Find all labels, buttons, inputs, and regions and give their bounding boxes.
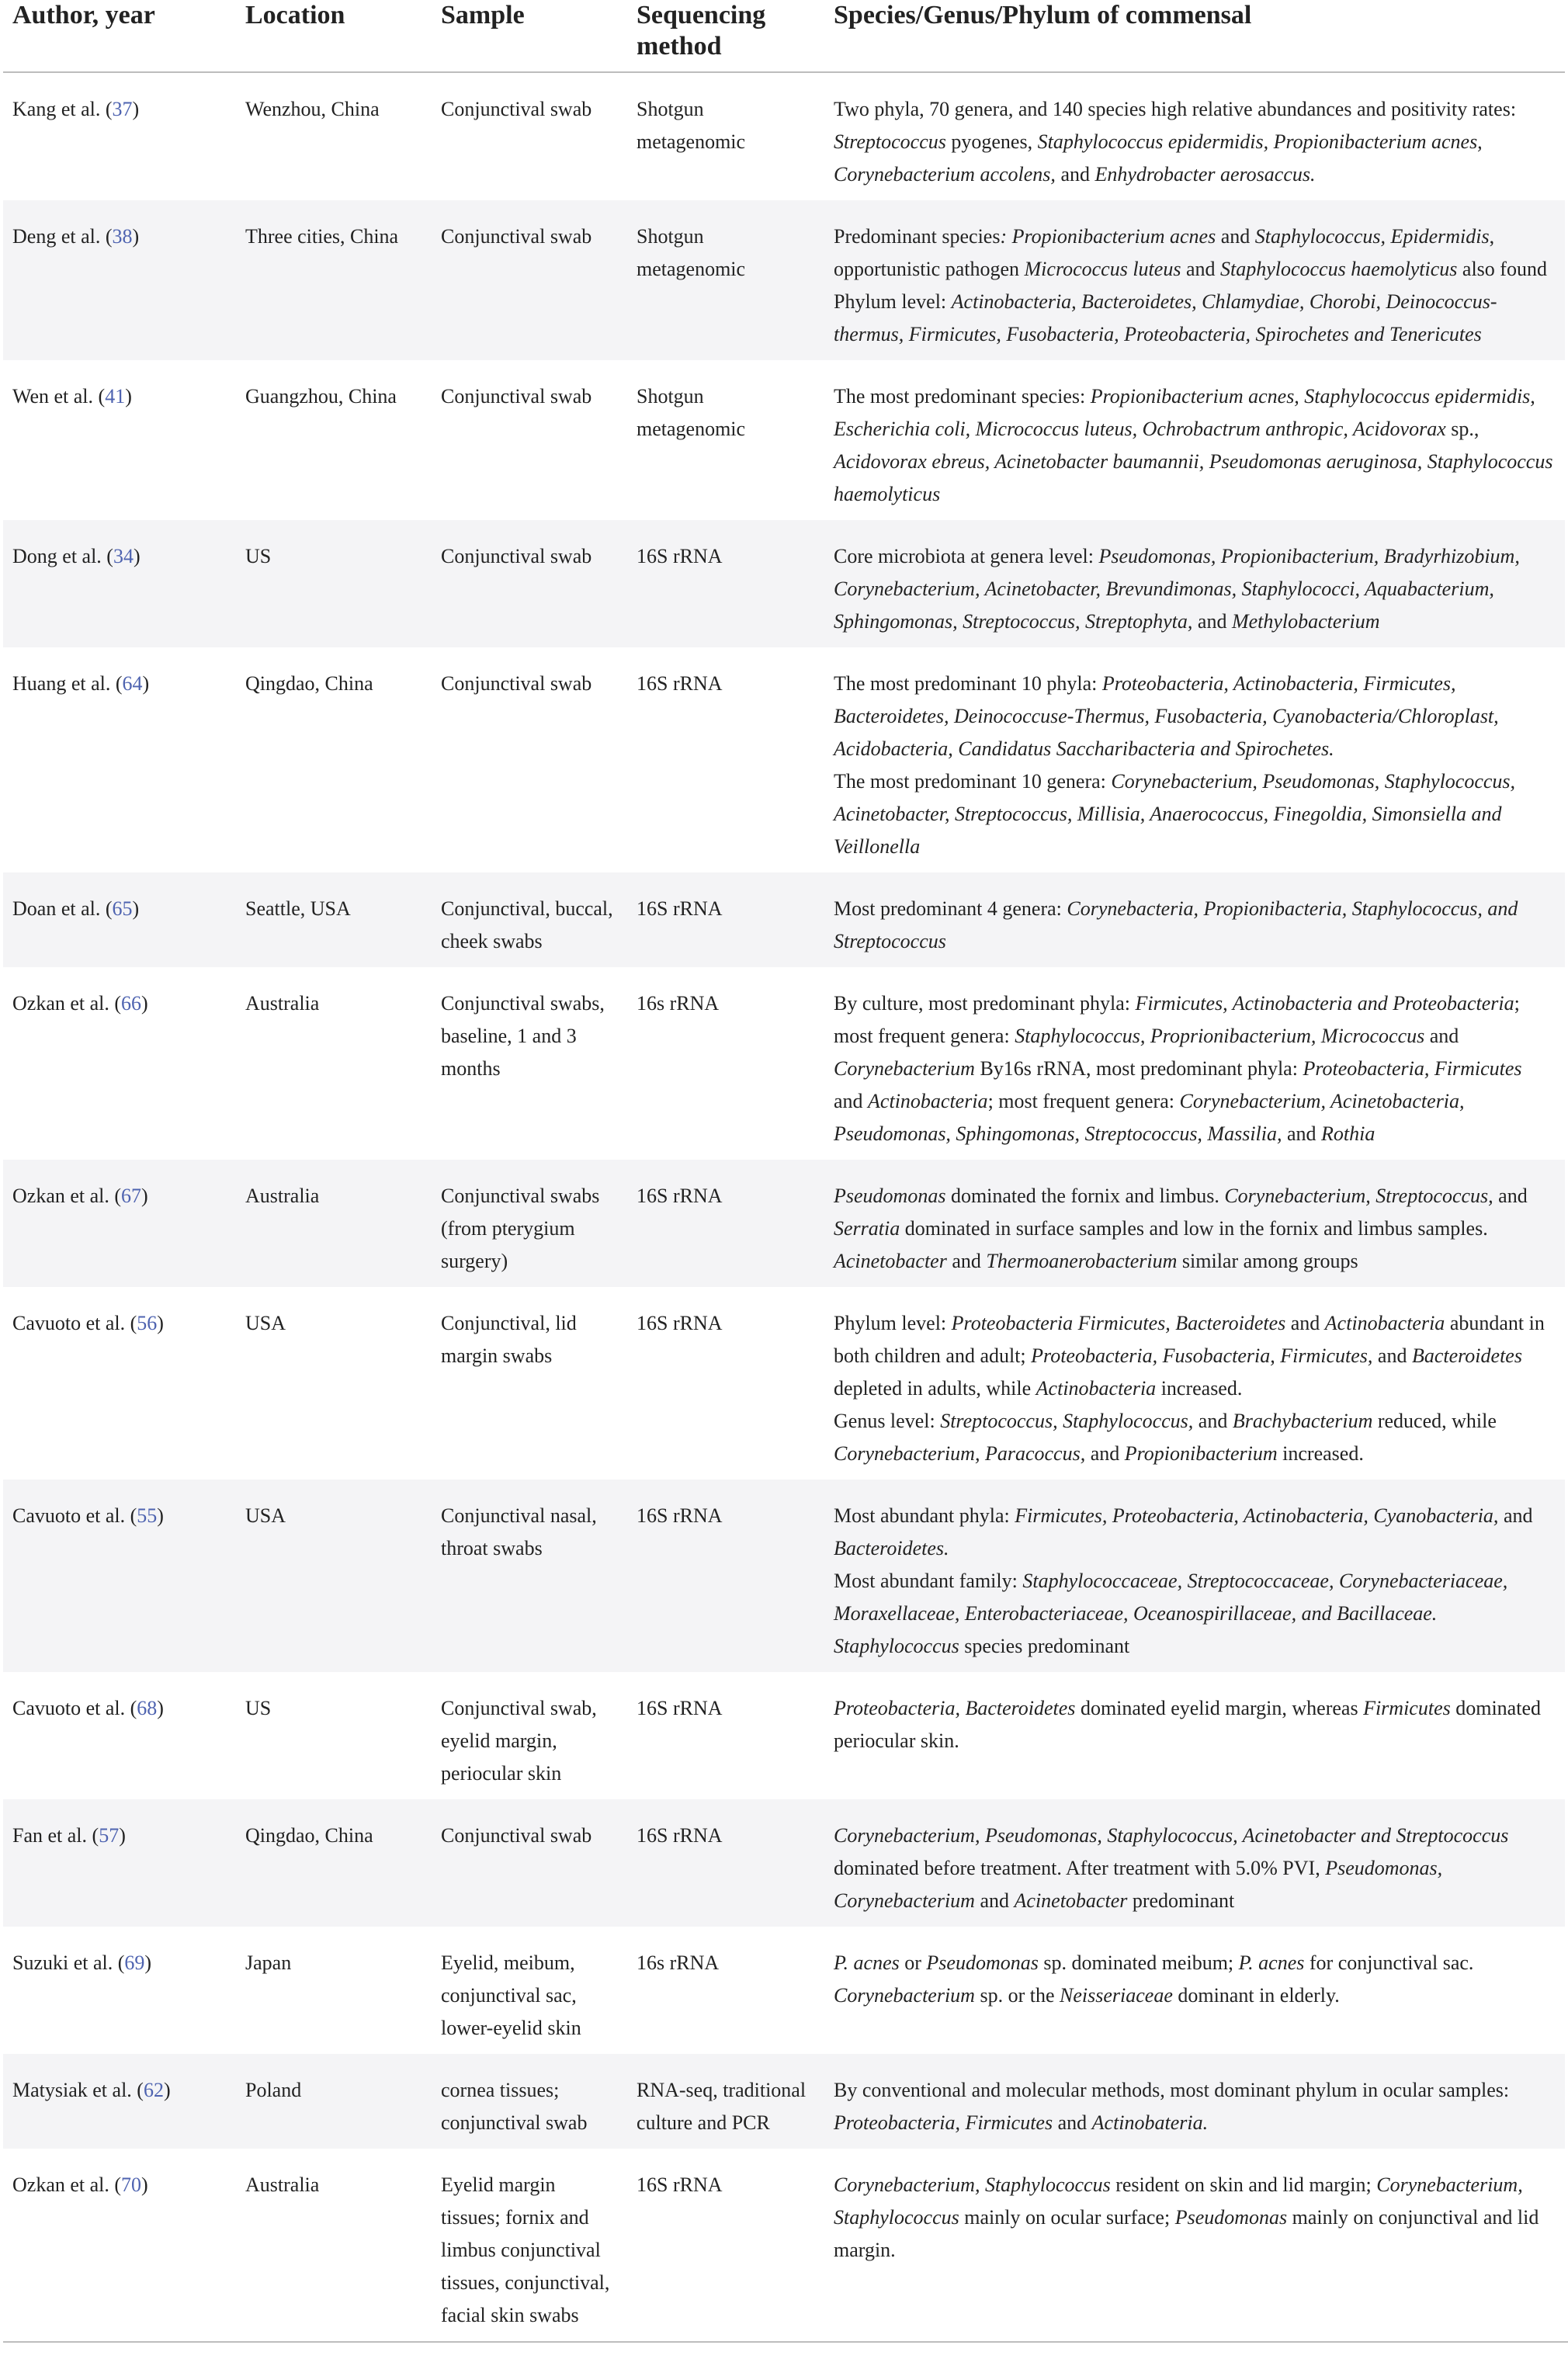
table-row xyxy=(3,872,1565,967)
table-row xyxy=(3,360,1565,520)
cell-author-year xyxy=(3,2054,236,2149)
author-close-paren: ) xyxy=(157,1504,164,1527)
cell-sequencing-method: 16S rRNA xyxy=(627,647,824,872)
taxon-name: Pseudomonas xyxy=(926,1951,1039,1974)
cell-location: Australia xyxy=(236,967,432,1160)
taxon-name: Staphylococcus, Proprionibacterium, Micrococcus xyxy=(1015,1025,1425,1047)
taxon-name: Propionibacterium acnes, Staphylococcus epidermidis, Escherichia coli, Micrococcus luteus, Ochrobactrum anthropic, Acidovorax xyxy=(834,385,1535,440)
species-text: Two phyla, 70 genera, and 140 species high relative abundances and positivity rates: xyxy=(834,98,1517,120)
species-text: depleted in adults, while xyxy=(834,1377,1036,1400)
species-text: Core microbiota at genera level: xyxy=(834,545,1099,567)
cell-author-year xyxy=(3,647,236,872)
cell-location: Seattle, USA xyxy=(236,872,432,967)
cell-author-year xyxy=(3,520,236,647)
taxon-name: Proteobacteria, Actinobacteria, Firmicutes, Bacteroidetes, Deinococcuse-Thermus, Fusobacteria, Cyanobacteria/Chloroplast, Acidobacteria, Candidatus Saccharibacteria and Spirochetes. xyxy=(834,672,1499,760)
author-text: Deng et al. ( xyxy=(12,225,113,248)
cell-location: Guangzhou, China xyxy=(236,360,432,520)
author-close-paren: ) xyxy=(163,2079,171,2101)
species-text: ; most frequent genera: xyxy=(987,1090,1180,1112)
species-text: increased. xyxy=(1277,1442,1364,1465)
species-text: Genus level: xyxy=(834,1410,941,1432)
reference-link[interactable]: 64 xyxy=(122,672,143,695)
cell-sample: Conjunctival swabs, baseline, 1 and 3 months xyxy=(432,967,627,1160)
taxon-name: Acidovorax ebreus, Acinetobacter baumannii, Pseudomonas aeruginosa, Staphylococcus haemolyticus xyxy=(834,450,1553,505)
species-text: for conjunctival sac. xyxy=(1304,1951,1474,1974)
species-text: By conventional and molecular methods, most dominant phylum in ocular samples: xyxy=(834,2079,1510,2101)
cell-sample: Conjunctival, lid margin swabs xyxy=(432,1287,627,1480)
cell-author-year xyxy=(3,72,236,200)
author-text: Matysiak et al. ( xyxy=(12,2079,144,2101)
cell-sequencing-method: 16s rRNA xyxy=(627,1927,824,2054)
cell-sample: Conjunctival swab xyxy=(432,72,627,200)
cell-sequencing-method: 16s rRNA xyxy=(627,967,824,1160)
taxon-name: Rothia xyxy=(1321,1122,1375,1145)
species-text: By culture, most predominant phyla: xyxy=(834,992,1136,1015)
cell-sequencing-method: 16S rRNA xyxy=(627,1799,824,1927)
author-text: Kang et al. ( xyxy=(12,98,113,120)
reference-link[interactable]: 56 xyxy=(137,1312,158,1334)
taxon-name: Acinetobacter xyxy=(1014,1889,1128,1912)
taxon-name: Pseudomonas xyxy=(834,1185,946,1207)
cell-sample: Conjunctival swab xyxy=(432,1799,627,1927)
species-text: increased. xyxy=(1156,1377,1243,1400)
cell-sample: Conjunctival swab xyxy=(432,520,627,647)
reference-link[interactable]: 38 xyxy=(112,225,133,248)
cell-sample: Conjunctival nasal, throat swabs xyxy=(432,1480,627,1672)
cell-species xyxy=(824,967,1565,1160)
species-text: dominated eyelid margin, whereas xyxy=(1075,1697,1364,1719)
table-row xyxy=(3,967,1565,1160)
reference-link[interactable]: 62 xyxy=(143,2079,164,2101)
reference-link[interactable]: 68 xyxy=(137,1697,158,1719)
reference-link[interactable]: 65 xyxy=(112,897,133,920)
species-text: and xyxy=(1193,1410,1233,1432)
cell-author-year xyxy=(3,1799,236,1927)
reference-link[interactable]: 69 xyxy=(124,1951,145,1974)
cell-author-year xyxy=(3,1287,236,1480)
taxon-name: Staphylococcus epidermidis, Propionibacterium acnes, Corynebacterium accolens, xyxy=(834,130,1483,186)
cell-sequencing-method: 16S rRNA xyxy=(627,1480,824,1672)
table-row xyxy=(3,647,1565,872)
cell-author-year xyxy=(3,967,236,1160)
cell-sequencing-method: Shotgun metagenomic xyxy=(627,72,824,200)
reference-link[interactable]: 37 xyxy=(112,98,133,120)
taxon-name: Corynebacterium, Paracoccus, xyxy=(834,1442,1086,1465)
author-close-paren: ) xyxy=(132,897,140,920)
cell-sequencing-method: 16S rRNA xyxy=(627,1672,824,1799)
cell-location: Qingdao, China xyxy=(236,1799,432,1927)
author-close-paren: ) xyxy=(133,545,140,567)
cell-author-year xyxy=(3,1672,236,1799)
cell-sequencing-method: Shotgun metagenomic xyxy=(627,200,824,360)
author-close-paren: ) xyxy=(125,385,132,408)
author-text: Ozkan et al. ( xyxy=(12,992,122,1015)
taxon-name: Propionibacterium xyxy=(1124,1442,1278,1465)
taxon-name: Neisseriaceae xyxy=(1060,1984,1173,2007)
taxon-name: Corynebacterium, Pseudomonas, Staphylococcus, Acinetobacter, Streptococcus, Millisia, Anaerococcus, Finegoldia, Simonsiella and Veillonella xyxy=(834,770,1516,858)
species-text: and xyxy=(1053,2111,1092,2134)
taxon-name: Corynebacterium, Acinetobacteria, Pseudomonas, Sphingomonas, Streptococcus, Massilia, xyxy=(834,1090,1465,1145)
taxon-name: Thermoanerobacterium xyxy=(986,1250,1178,1272)
reference-link[interactable]: 66 xyxy=(121,992,142,1015)
taxon-name: Serratia xyxy=(834,1217,900,1240)
cell-location: Australia xyxy=(236,1160,432,1287)
author-text: Huang et al. ( xyxy=(12,672,123,695)
taxon-name: Proteobacteria Firmicutes, Bacteroidetes xyxy=(951,1312,1286,1334)
cell-sequencing-method: 16S rRNA xyxy=(627,2149,824,2341)
author-close-paren: ) xyxy=(141,2173,148,2196)
cell-species xyxy=(824,647,1565,872)
taxon-name: Proteobacteria, Fusobacteria, Firmicutes, xyxy=(1031,1344,1373,1367)
cell-location: US xyxy=(236,520,432,647)
species-text: The most predominant species: xyxy=(834,385,1091,408)
table-row xyxy=(3,1799,1565,1927)
cell-author-year xyxy=(3,200,236,360)
cell-species xyxy=(824,520,1565,647)
cell-species xyxy=(824,1160,1565,1287)
author-close-paren: ) xyxy=(142,672,150,695)
table-body xyxy=(3,72,1565,2341)
author-close-paren: ) xyxy=(157,1312,164,1334)
table-row xyxy=(3,1927,1565,2054)
taxon-name: P. acnes xyxy=(834,1951,900,1974)
cell-species xyxy=(824,72,1565,200)
header-author-year: Author, year xyxy=(3,0,236,72)
author-text: Ozkan et al. ( xyxy=(12,1185,122,1207)
author-text: Cavuoto et al. ( xyxy=(12,1697,137,1719)
cell-location: Australia xyxy=(236,2149,432,2341)
species-text: Phylum level: xyxy=(834,1312,952,1334)
cell-location: USA xyxy=(236,1287,432,1480)
cell-author-year xyxy=(3,1927,236,2054)
species-text: dominated in surface samples and low in the fornix and limbus samples. xyxy=(900,1217,1488,1240)
taxon-name: P. acnes xyxy=(1238,1951,1305,1974)
table-row xyxy=(3,2054,1565,2149)
taxon-name: Staphylococcus haemolyticus xyxy=(1219,258,1458,280)
taxon-name: Corynebacterium, Pseudomonas, Staphylococcus, Acinetobacter and Streptococcus xyxy=(834,1824,1509,1847)
taxon-name: Acinetobacter xyxy=(834,1250,947,1272)
author-close-paren: ) xyxy=(119,1824,126,1847)
author-text: Suzuki et al. ( xyxy=(12,1951,125,1974)
taxon-name: Firmicutes, Actinobacteria and Proteobacteria xyxy=(1135,992,1514,1015)
species-text: sp. or the xyxy=(974,1984,1060,2007)
cell-location: USA xyxy=(236,1480,432,1672)
cell-species xyxy=(824,1672,1565,1799)
cell-species xyxy=(824,200,1565,360)
species-text: reduced, while xyxy=(1372,1410,1497,1432)
cell-species xyxy=(824,1287,1565,1480)
species-text: and xyxy=(1424,1025,1459,1047)
header-sample: Sample xyxy=(432,0,627,72)
taxon-name: Bacteroidetes xyxy=(1411,1344,1522,1367)
cell-author-year xyxy=(3,2149,236,2341)
author-close-paren: ) xyxy=(141,1185,148,1207)
taxon-name: Actinobateria. xyxy=(1091,2111,1209,2134)
table-row xyxy=(3,1480,1565,1672)
cell-sample: Conjunctival swabs (from pterygium surgery) xyxy=(432,1160,627,1287)
table-row xyxy=(3,1160,1565,1287)
species-text: and xyxy=(1192,610,1232,633)
cell-location: Qingdao, China xyxy=(236,647,432,872)
species-text: or xyxy=(899,1951,927,1974)
species-text: similar among groups xyxy=(1177,1250,1358,1272)
taxon-name: Actinobacteria xyxy=(868,1090,988,1112)
taxon-name: Methylobacterium xyxy=(1231,610,1380,633)
cell-sequencing-method: 16S rRNA xyxy=(627,872,824,967)
species-text: and xyxy=(946,1250,987,1272)
taxon-name: Staphylococcus, Epidermidis xyxy=(1254,225,1490,248)
cell-location: Three cities, China xyxy=(236,200,432,360)
reference-link[interactable]: 41 xyxy=(105,385,126,408)
author-text: Fan et al. ( xyxy=(12,1824,99,1847)
taxon-name: Corynebacteria, Propionibacteria, Staphylococcus, and Streptococcus xyxy=(834,897,1518,952)
taxon-name: Proteobacteria, Firmicutes xyxy=(834,2111,1053,2134)
table-row xyxy=(3,200,1565,360)
author-close-paren: ) xyxy=(132,225,140,248)
author-text: Ozkan et al. ( xyxy=(12,2173,122,2196)
species-text: and xyxy=(1181,258,1220,280)
species-text: and xyxy=(1498,1504,1533,1527)
species-text: ; most frequent genera: xyxy=(834,992,1520,1047)
species-text: also found xyxy=(1457,258,1547,280)
header-row xyxy=(3,0,1565,72)
header-sequencing-method xyxy=(627,0,824,72)
author-close-paren: ) xyxy=(141,992,148,1015)
taxon-name: Corynebacterium, Streptococcus, xyxy=(1224,1185,1493,1207)
species-text: Most abundant family: xyxy=(834,1570,1023,1592)
cell-sequencing-method: RNA-seq, traditional culture and PCR xyxy=(627,2054,824,2149)
cell-species xyxy=(824,872,1565,967)
cell-author-year xyxy=(3,360,236,520)
author-text: Dong et al. ( xyxy=(12,545,113,567)
species-text: and xyxy=(834,1090,869,1112)
cell-species xyxy=(824,1927,1565,2054)
cell-author-year xyxy=(3,1160,236,1287)
reference-link[interactable]: 70 xyxy=(121,2173,142,2196)
cell-sample: Conjunctival swab xyxy=(432,360,627,520)
cell-sample: Eyelid, meibum, conjunctival sac, lower-eyelid skin xyxy=(432,1927,627,2054)
cell-sample: Conjunctival swab xyxy=(432,647,627,872)
taxon-name: Firmicutes, Proteobacteria, Actinobacteria, Cyanobacteria, xyxy=(1015,1504,1499,1527)
species-text: dominated the fornix and limbus. xyxy=(945,1185,1225,1207)
species-text: The most predominant 10 phyla: xyxy=(834,672,1102,695)
author-text: Doan et al. ( xyxy=(12,897,113,920)
cell-sample: cornea tissues; conjunctival swab xyxy=(432,2054,627,2149)
cell-sequencing-method: 16S rRNA xyxy=(627,1160,824,1287)
taxon-name: Brachybacterium xyxy=(1232,1410,1373,1432)
table-header xyxy=(3,0,1565,72)
cell-location: Japan xyxy=(236,1927,432,2054)
cell-author-year xyxy=(3,872,236,967)
taxon-name: Proteobacteria, Bacteroidetes xyxy=(834,1697,1076,1719)
species-text: , opportunistic pathogen xyxy=(834,225,1495,280)
species-text: dominated before treatment. After treatment with 5.0% PVI, xyxy=(834,1857,1326,1879)
cell-location: Poland xyxy=(236,2054,432,2149)
taxon-name: Actinobacteria, Bacteroidetes, Chlamydiae, Chorobi, Deinococcus-thermus, Firmicutes, Fusobacteria, Proteobacteria, Spirochetes and Tenericutes xyxy=(834,290,1497,345)
cell-species xyxy=(824,360,1565,520)
table-row xyxy=(3,72,1565,200)
table-row xyxy=(3,2149,1565,2341)
header-sequencing-line1: Sequencing xyxy=(637,1,766,29)
species-text: and xyxy=(1285,1312,1325,1334)
species-text: sp., xyxy=(1445,418,1480,440)
species-text: mainly on ocular surface; xyxy=(959,2206,1175,2229)
taxon-name: Corynebacterium xyxy=(834,1057,975,1080)
taxon-name: Pseudomonas, Propionibacterium, Bradyrhizobium, Corynebacterium, Acinetobacter, Brevundimonas, Staphylococci, Aquabacterium, Sphingomonas, Streptococcus, Streptophyta, xyxy=(834,545,1520,633)
cell-location: US xyxy=(236,1672,432,1799)
taxon-name: Pseudomonas xyxy=(1174,2206,1288,2229)
taxon-name: Firmicutes xyxy=(1363,1697,1451,1719)
species-text: Most abundant phyla: xyxy=(834,1504,1015,1527)
taxon-name: Corynebacterium, Staphylococcus xyxy=(834,2173,1523,2229)
species-text: The most predominant 10 genera: xyxy=(834,770,1112,793)
author-text: Cavuoto et al. ( xyxy=(12,1504,137,1527)
species-text: and xyxy=(974,1889,1015,1912)
species-text: mainly on conjunctival and lid margin. xyxy=(834,2206,1539,2261)
header-species: Species/Genus/Phylum of commensal xyxy=(824,0,1565,72)
microbiome-studies-table xyxy=(3,0,1565,2341)
author-close-paren: ) xyxy=(132,98,140,120)
cell-species xyxy=(824,2054,1565,2149)
cell-location: Wenzhou, China xyxy=(236,72,432,200)
species-text: dominant in elderly. xyxy=(1172,1984,1340,2007)
species-text: Most predominant 4 genera: xyxy=(834,897,1067,920)
cell-sample: Conjunctival, buccal, cheek swabs xyxy=(432,872,627,967)
cell-sample: Conjunctival swab, eyelid margin, periocular skin xyxy=(432,1672,627,1799)
taxon-name: Corynebacterium, Staphylococcus xyxy=(834,2173,1111,2196)
species-text: and xyxy=(1216,225,1255,248)
cell-species xyxy=(824,1480,1565,1672)
reference-link[interactable]: 67 xyxy=(121,1185,142,1207)
taxon-name: Actinobacteria xyxy=(1036,1377,1157,1400)
author-text: Cavuoto et al. ( xyxy=(12,1312,137,1334)
cell-sequencing-method: 16S rRNA xyxy=(627,1287,824,1480)
cell-species xyxy=(824,2149,1565,2341)
species-text: predominant xyxy=(1127,1889,1235,1912)
species-text: abundant in both children and adult; xyxy=(834,1312,1545,1367)
table-row xyxy=(3,1672,1565,1799)
species-text: and xyxy=(1372,1344,1412,1367)
taxon-name: Streptococcus, Staphylococcus, xyxy=(940,1410,1194,1432)
taxon-name: Bacteroidetes. xyxy=(834,1537,949,1559)
species-text: and xyxy=(1085,1442,1125,1465)
table-bottom-rule xyxy=(3,2341,1568,2343)
species-text: pyogenes, xyxy=(945,130,1038,153)
reference-link[interactable]: 34 xyxy=(113,545,134,567)
cell-sample: Eyelid margin tissues; fornix and limbus conjunctival tissues, conjunctival, facial skin swabs xyxy=(432,2149,627,2341)
author-close-paren: ) xyxy=(144,1951,152,1974)
cell-sample: Conjunctival swab xyxy=(432,200,627,360)
taxon-name: Actinobacteria xyxy=(1324,1312,1445,1334)
taxon-name: Pseudomonas, Corynebacterium xyxy=(834,1857,1443,1912)
cell-author-year xyxy=(3,1480,236,1672)
header-location: Location xyxy=(236,0,432,72)
table-row xyxy=(3,1287,1565,1480)
taxon-name: Staphylococcaceae, Streptococcaceae, Corynebacteriaceae, Moraxellaceae, Enterobacteriaceae, Oceanospirillaceae, and Bacillaceae. Staphylococcus xyxy=(834,1570,1508,1657)
cell-species xyxy=(824,1799,1565,1927)
species-text: Predominant species xyxy=(834,225,1001,248)
taxon-name: Enhydrobacter aerosaccus. xyxy=(1094,163,1316,186)
author-text: Wen et al. ( xyxy=(12,385,106,408)
species-text: sp. dominated meibum; xyxy=(1038,1951,1239,1974)
taxon-name: Proteobacteria, Firmicutes xyxy=(1303,1057,1522,1080)
reference-link[interactable]: 55 xyxy=(137,1504,158,1527)
table-row xyxy=(3,520,1565,647)
species-text: and xyxy=(1282,1122,1322,1145)
taxon-name: Streptococcus xyxy=(834,130,946,153)
taxon-name: Micrococcus luteus xyxy=(1024,258,1181,280)
species-text: Phylum level: xyxy=(834,290,952,313)
species-text: and xyxy=(1055,163,1095,186)
species-text: and xyxy=(1493,1185,1528,1207)
species-text: dominated periocular skin. xyxy=(834,1697,1541,1752)
species-text: By16s rRNA, most predominant phyla: xyxy=(974,1057,1303,1080)
cell-sequencing-method: Shotgun metagenomic xyxy=(627,360,824,520)
species-text: species predominant xyxy=(959,1635,1130,1657)
taxon-name: Corynebacterium xyxy=(834,1984,975,2007)
header-sequencing-line2: method xyxy=(637,32,722,61)
author-close-paren: ) xyxy=(157,1697,164,1719)
reference-link[interactable]: 57 xyxy=(99,1824,120,1847)
taxon-name: : Propionibacterium acnes xyxy=(1000,225,1216,248)
species-text: resident on skin and lid margin; xyxy=(1110,2173,1377,2196)
cell-sequencing-method: 16S rRNA xyxy=(627,520,824,647)
